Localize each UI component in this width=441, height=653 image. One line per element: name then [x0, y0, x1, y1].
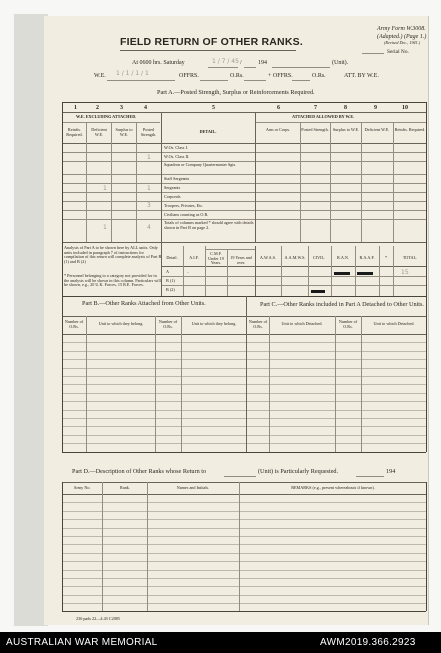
part-b-title: Part B.—Other Ranks Attached from Other Units. — [82, 300, 206, 307]
footer-institution: AUSTRALIAN WAR MEMORIAL — [6, 637, 158, 648]
serial-label: Serial No. — [387, 49, 409, 55]
archive-footer — [0, 632, 441, 653]
part-b-header-unit2: Unit to which they belong. — [191, 321, 237, 326]
right-header-deficient: Deficient W.E. — [364, 127, 390, 132]
analysis-header-awas: A.W.A.S. — [259, 255, 277, 260]
part-c-header-num2: Number of O.Rs. — [338, 319, 358, 329]
date-year: 194 — [258, 60, 267, 66]
part-c-header-unit2: Unit to which Detached. — [373, 321, 415, 326]
ruled-line — [62, 603, 426, 604]
blocked-cell-civil-b2 — [311, 290, 325, 293]
unit-label: (Unit). — [332, 60, 349, 66]
detail-row-sgt: Sergeants — [164, 185, 181, 190]
right-header-posted: Posted Strength. — [301, 127, 329, 132]
part-b-header-num1: Number of O.Rs. — [64, 319, 84, 329]
col-number-10: 10 — [402, 105, 408, 111]
part-c-header-num1: Number of O.Rs. — [248, 319, 268, 329]
part-c-header-unit1: Unit to which Detached. — [281, 321, 323, 326]
ruled-line — [62, 342, 426, 343]
detail-header: DETAIL. — [199, 129, 217, 134]
attached-allowed-header: ATTACHED ALLOWED BY W.E. — [292, 114, 355, 119]
part-d-header-remarks: REMARKS (e.g., present whereabouts if known). — [291, 485, 375, 490]
form-ref-line3: (Revised Dec., 1941.) — [384, 40, 421, 45]
form-ref-line2: (Adapted.) (Page 1.) — [377, 34, 427, 40]
analysis-row-b1: B (1) — [166, 278, 175, 283]
ruled-line — [62, 376, 426, 377]
analysis-header-aif: A.I.F. — [189, 255, 199, 260]
detail-row-cqms: Squadron or Company Quartermaster Sgts. — [164, 162, 237, 167]
ruled-line — [62, 544, 426, 545]
detail-row-ssgt: Staff Sergeants — [164, 176, 190, 181]
ruled-line — [62, 384, 426, 385]
left-header-surplus: Surplus to W.E. — [115, 127, 133, 137]
right-header-arm: Arm or Corps. — [265, 127, 291, 132]
part-d-header-rank: Rank. — [120, 485, 130, 490]
ruled-line — [62, 586, 426, 587]
detail-row-pte: Troopers, Privates, Etc. — [164, 203, 204, 208]
part-d-title-mid: (Unit) is Particularly Requested. — [258, 468, 339, 475]
we-excluding-header: W.E. EXCLUDING ATTACHED. — [76, 114, 137, 119]
ruled-line — [62, 536, 426, 537]
plus-offrs-label: + OFFRS. — [268, 73, 293, 79]
analysis-header-total: TOTAL. — [402, 255, 418, 260]
left-header-deficient: Deficient W.E. — [91, 127, 107, 137]
form-title: FIELD RETURN OF OTHER RANKS. — [120, 36, 303, 48]
ors-label: O.Rs. — [230, 73, 244, 79]
analysis-header-ran: R.A.N. — [337, 255, 349, 260]
part-d-title: Part D.—Description of Other Ranks whose Return to — [72, 468, 207, 475]
detail-row-cpl: Corporals — [164, 194, 181, 199]
part-b-header-num2: Number of O.Rs. — [158, 319, 178, 329]
ruled-line — [62, 418, 426, 419]
col-number-7: 7 — [314, 105, 317, 111]
col-number-8: 8 — [344, 105, 347, 111]
att-label: ATT. BY W.E. — [344, 73, 379, 79]
ruled-line — [62, 578, 426, 579]
ruled-line — [62, 359, 426, 360]
col-number-2: 2 — [96, 105, 99, 111]
ruled-line — [62, 595, 426, 596]
analysis-header-cmf-under: C.M.F. Under 19 Years. — [208, 251, 224, 266]
form-ref-line1: Army Form W.3008. — [377, 26, 426, 32]
col-number-6: 6 — [277, 105, 280, 111]
detail-row-civ: Civilians counting as O.R. — [164, 212, 209, 217]
form-sheet: Army Form W.3008. (Adapted.) (Page 1.) (Revised Dec., 1941.) Serial No. FIELD RETURN OF OTHER RANKS. At 0600 hrs. Saturday / 194 (Unit). 1 / 7 / 45 W.E. OFFRS. O.Rs. + OFFRS. O.Rs. ATT. BY W.E. 1 / 1 / 1 / 1 Part A.—Posted Strength, Surplus or Reinforcements Required. 1 2 3 4 5 6 7 8 9 10 W.E. EXCLUDING ATTACHED. ATTACHED ALLOWED BY W.E. Reinfts. Required. Deficient W.E. Surplus to W.E. Posted Strength. DETAIL. Arm or Corps. Posted Strength. Surplus to W.E. Deficient W.E. Reinfts. Required. W.Os. Class I. W.Os. Class II. Squadron or Company Quartermaster Sgts. Staff Sergeants Sergeants Corporals Troopers, Privates, Etc. Civilians counting as O.R. Totals of columns marked * should agree with details shown in Part B on page 2. 1 1 1 3 4 1 Analysis of Part A to be shown here by ALL units. Only units included in paragraph 7 of instructions for compilation of this return will complete analysis of Part B (1) and B (2) * Personnel belonging to a category not provided for in the analysis will be shown in this column. Particulars will be shown, e.g., 20 U.K. Forces, 15 R.E. Forces. Detail. A.I.F. C.M.F. Under 19 Years. 19 Years and over. A.W.A.S. A.A.M.W.S. CIVIL. R.A.N. R.A.A.F. * TOTAL. A B (1) B (2) - 15 Part B.—Other Ranks Attached from Other Units. Part C.—Other Ranks included in Part A Detached to Other Units. Number of O.Rs. Unit to which they belong. Number of O.Rs. Unit to which they belong. Number of O.Rs. Unit to which Detached. Number of O.Rs. Unit to which Detached. Part D.—Description of Other Ranks whose Return to (Unit) is Particularly Requested. 194 Army No. Rank. Names and Initials. REMARKS (e.g., present whereabouts if known). 236 pads 22—4.43 C2085 — [44, 16, 429, 625]
left-header-posted: Posted Strength. — [140, 127, 157, 137]
at-line: At 0600 hrs. Saturday — [132, 60, 185, 66]
part-c-title: Part C.—Other Ranks included in Part A Detached to Other Units. — [260, 301, 424, 308]
analysis-header-detail: Detail. — [166, 255, 178, 260]
print-note: 236 pads 22—4.43 C2085 — [76, 616, 120, 621]
part-d-header-army-no: Army No. — [73, 485, 91, 490]
we-label: W.E. — [94, 73, 106, 79]
ruled-line — [62, 443, 426, 444]
ruled-line — [62, 393, 426, 394]
ruled-line — [62, 528, 426, 529]
analysis-footnote: * Personnel belonging to a category not provided for in the analysis will be shown in this column. Particulars will be shown, e.g., 20 U.K. Forces, 15 R.E. Forces. — [64, 273, 161, 288]
ruled-line — [62, 519, 426, 520]
footer-accession-number: AWM2019.366.2923 — [320, 637, 416, 648]
ors-label-2: O.Rs. — [312, 73, 326, 79]
part-d-header-names: Names and Initials. — [176, 485, 210, 490]
ruled-line — [62, 410, 426, 411]
part-a-title: Part A.—Posted Strength, Surplus or Reinforcements Required. — [157, 89, 315, 96]
analysis-header-star: * — [384, 255, 388, 260]
analysis-note: Analysis of Part A to be shown here by ALL units. Only units included in paragraph 7 of instructions for compilation of this return will complete analysis of Part B (1) and B (2) — [64, 245, 162, 264]
ruled-line — [62, 368, 426, 369]
part-d-year: 194 — [386, 468, 396, 475]
part-b-header-unit1: Unit to which they belong. — [98, 321, 144, 326]
analysis-row-b2: B (2) — [166, 287, 175, 292]
blocked-cell-ran-a — [334, 272, 350, 275]
left-header-reinfts: Reinfts. Required. — [66, 127, 83, 137]
ruled-line — [62, 553, 426, 554]
analysis-header-raaf: R.A.A.F. — [359, 255, 375, 260]
col-number-5: 5 — [212, 105, 215, 111]
col-number-1: 1 — [74, 105, 77, 111]
blocked-cell-raaf-a — [357, 272, 373, 275]
detail-row-totals: Totals of columns marked * should agree with details shown in Part B on page 2. — [164, 220, 254, 230]
backing-sheet — [14, 14, 48, 626]
col-number-3: 3 — [120, 105, 123, 111]
ruled-line — [62, 426, 426, 427]
analysis-row-a: A — [166, 269, 170, 274]
detail-row-wo2: W.Os. Class II. — [164, 154, 190, 159]
ruled-line — [62, 511, 426, 512]
ruled-line — [62, 561, 426, 562]
analysis-header-aamws: A.A.M.W.S. — [284, 255, 306, 260]
col-number-4: 4 — [144, 105, 147, 111]
right-header-surplus: Surplus to W.E. — [332, 127, 360, 132]
ruled-line — [62, 401, 426, 402]
right-header-reinfts: Reinfts. Required. — [394, 127, 426, 132]
detail-row-wo1: W.Os. Class I. — [164, 145, 188, 150]
analysis-header-cmf-over: 19 Years and over. — [230, 255, 252, 265]
ruled-line — [62, 570, 426, 571]
analysis-header-civil: CIVIL. — [312, 255, 326, 260]
ruled-line — [62, 502, 426, 503]
ruled-line — [62, 351, 426, 352]
offrs-label: OFFRS. — [179, 73, 199, 79]
ruled-line — [62, 435, 426, 436]
col-number-9: 9 — [374, 105, 377, 111]
